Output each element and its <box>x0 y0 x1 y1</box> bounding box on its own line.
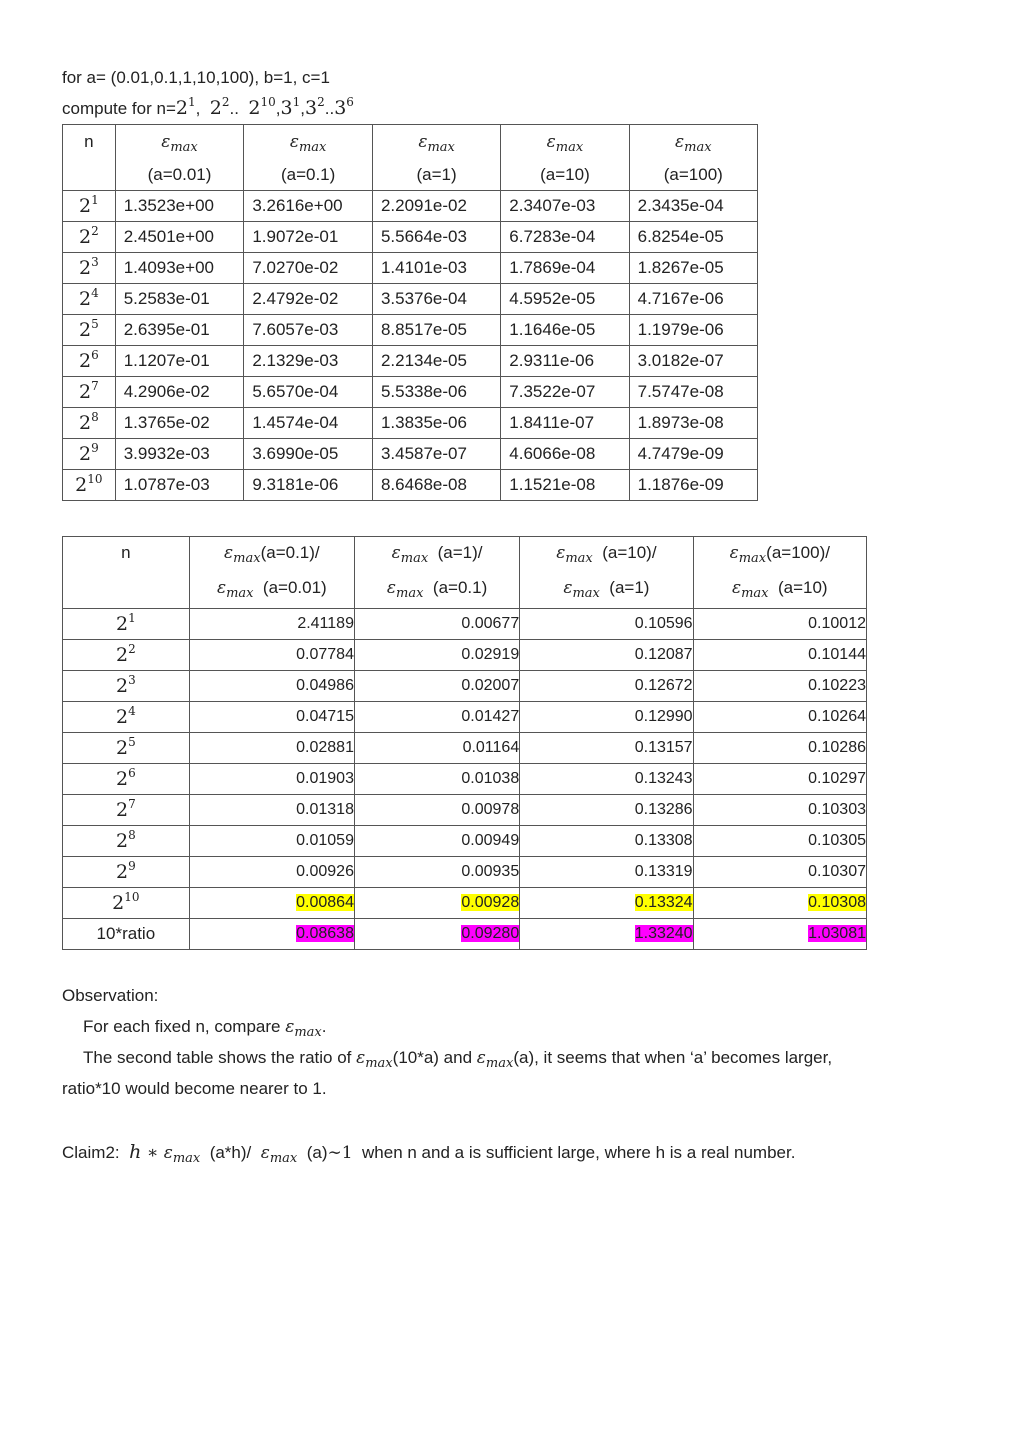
column-header: $\varepsilon_{max}$ (a=1)/ $\varepsilon_{max}$ (a=0.1) <box>354 537 519 609</box>
ratio-value: 0.13324 <box>634 894 693 911</box>
value-cell: 1.4101e-03 <box>372 253 500 284</box>
ratio-cell <box>693 671 866 702</box>
n-cell <box>63 857 190 888</box>
column-header <box>372 125 500 191</box>
table-header-row <box>63 537 867 609</box>
epsilon-max-symbol: $\varepsilon_{max}$ <box>729 543 767 566</box>
epsilon-max-symbol: $\varepsilon_{max}$ <box>556 543 593 566</box>
claim-line <box>62 1141 795 1166</box>
value-cell: 1.1646e-05 <box>501 315 629 346</box>
value-cell: 1.1979e-06 <box>629 315 757 346</box>
ratio-cell <box>354 919 519 950</box>
ratio-value: 0.02919 <box>461 646 520 663</box>
table-row <box>63 377 758 408</box>
n-value: $2^4$ <box>78 286 99 310</box>
n-value: $2^3$ <box>115 673 136 697</box>
epsilon-max-symbol: $\varepsilon_{max}$ <box>356 1048 393 1071</box>
ratio-cell <box>693 888 866 919</box>
n-value: $2^3$ <box>78 255 99 279</box>
column-header-label: (a=1) <box>416 165 457 184</box>
ratio-cell <box>189 764 354 795</box>
table-row <box>63 222 758 253</box>
table-row <box>63 408 758 439</box>
table-header-row <box>63 125 758 191</box>
n-cell <box>63 640 190 671</box>
table-row <box>63 764 867 795</box>
epsilon-max-symbol: $\varepsilon_{max}$ <box>563 578 600 601</box>
ratio-cell <box>189 640 354 671</box>
table-row <box>63 315 758 346</box>
value-cell: 2.2091e-02 <box>372 191 500 222</box>
separator: , <box>195 99 210 118</box>
ratio-value: 0.00928 <box>461 894 520 911</box>
value-cell: 4.2906e-02 <box>115 377 244 408</box>
ratio-cell <box>520 857 693 888</box>
ratio-value: 0.02881 <box>296 739 354 756</box>
value-cell: 1.1207e-01 <box>115 346 244 377</box>
table-row <box>63 470 758 501</box>
observation-text: . <box>321 1017 327 1036</box>
ratio-cell <box>520 888 693 919</box>
ratio-value: 0.12672 <box>634 677 693 694</box>
observation-text: The second table shows the ratio of <box>83 1048 357 1067</box>
n-cell <box>63 609 190 640</box>
ratio-cell <box>693 733 866 764</box>
ratio-cell <box>354 857 519 888</box>
ratio-value: 1.33240 <box>634 925 693 942</box>
ratio-cell <box>354 609 519 640</box>
value-cell: 3.9932e-03 <box>115 439 244 470</box>
n-value: $3^1$ <box>280 95 301 119</box>
ratio-value: 0.10308 <box>808 894 866 911</box>
column-header-n: n <box>63 537 190 609</box>
n-value: $2^8$ <box>115 828 136 852</box>
ratio-table <box>62 536 867 950</box>
n-value: $2^2$ <box>78 224 99 248</box>
value-cell: 8.8517e-05 <box>372 315 500 346</box>
value-cell: 1.9072e-01 <box>244 222 373 253</box>
column-header: $\varepsilon_{max}(a=0.1)/$ $\varepsilon_{max}$ (a=0.01) <box>189 537 354 609</box>
epsilon-max-symbol: $\varepsilon_{max}$ <box>386 578 424 601</box>
value-cell: 2.1329e-03 <box>244 346 373 377</box>
claim-label: Claim2: <box>62 1143 130 1162</box>
value-cell: 7.6057e-03 <box>244 315 373 346</box>
n-value: $2^{10}$ <box>248 95 276 119</box>
n-value: $2^2$ <box>209 95 230 119</box>
ratio-value: 0.13319 <box>634 863 693 880</box>
table-row <box>63 888 867 919</box>
epsilon-max-symbol: $\varepsilon_{max}$ <box>418 132 455 155</box>
ratio-cell <box>520 919 693 950</box>
ratio-value: 0.10012 <box>808 615 866 632</box>
ratio-value: 0.01903 <box>296 770 354 787</box>
ratio-cell <box>189 857 354 888</box>
ratio-value: 0.01059 <box>296 832 354 849</box>
epsilon-max-symbol: $\varepsilon_{max}$ <box>216 578 254 601</box>
n-value: $2^4$ <box>115 704 136 728</box>
column-header: $\varepsilon_{max}$ (a=10)/ $\varepsilon_{max}$ (a=1) <box>520 537 693 609</box>
ratio-value: 0.00864 <box>296 894 354 911</box>
value-cell: 1.0787e-03 <box>115 470 244 501</box>
table-row <box>63 284 758 315</box>
n-value: $3^6$ <box>334 95 354 119</box>
ratio-cell <box>693 609 866 640</box>
column-header-label: (a=10) <box>540 165 590 184</box>
ratio-cell <box>354 733 519 764</box>
epsilon-max-symbol: $\varepsilon_{max}$ <box>391 543 429 566</box>
column-header-label: (a=100) <box>663 165 723 184</box>
n-cell <box>63 764 190 795</box>
observation-line-1 <box>83 1017 327 1040</box>
value-cell: 1.3835e-06 <box>372 408 500 439</box>
n-value: $2^5$ <box>115 735 136 759</box>
value-cell: 1.4574e-04 <box>244 408 373 439</box>
ratio-cell <box>354 795 519 826</box>
claim-text: when n and a is sufficient large, where h is a real number. <box>352 1143 796 1162</box>
n-cell <box>63 346 116 377</box>
value-cell: 6.8254e-05 <box>629 222 757 253</box>
value-cell: 4.6066e-08 <box>501 439 629 470</box>
column-header <box>629 125 757 191</box>
ratio-value: 0.13157 <box>634 739 693 756</box>
ratio-value: 0.12990 <box>634 708 693 725</box>
ratio-value: 0.10297 <box>808 770 866 787</box>
ratio-value: 0.10264 <box>808 708 866 725</box>
value-cell: 2.3435e-04 <box>629 191 757 222</box>
n-value: $2^5$ <box>78 317 99 341</box>
table-row <box>63 439 758 470</box>
value-cell: 2.4501e+00 <box>115 222 244 253</box>
n-value: $2^8$ <box>78 410 99 434</box>
value-cell: 3.4587e-07 <box>372 439 500 470</box>
ratio-value: 1.03081 <box>808 925 866 942</box>
n-value: $2^7$ <box>115 797 136 821</box>
value-cell: 2.4792e-02 <box>244 284 373 315</box>
separator: , <box>275 99 281 118</box>
epsilon-max-symbol: $\varepsilon_{max}$ <box>546 132 584 155</box>
n-cell <box>63 826 190 857</box>
ratio-cell <box>520 640 693 671</box>
epsilon-max-symbol: $\varepsilon_{max}$ <box>161 132 198 155</box>
n-cell <box>63 470 116 501</box>
epsilon-max-symbol: $\varepsilon_{max}$ <box>289 132 327 155</box>
n-value: $2^2$ <box>115 642 136 666</box>
epsilon-max-symbol: $\varepsilon_{max}$ <box>224 543 261 566</box>
n-cell <box>63 284 116 315</box>
value-cell: 6.7283e-04 <box>501 222 629 253</box>
ratio-value: 0.09280 <box>461 925 520 942</box>
n-cell <box>63 795 190 826</box>
value-cell: 4.7479e-09 <box>629 439 757 470</box>
n-cell <box>63 733 190 764</box>
separator: .. <box>324 99 335 118</box>
table-row <box>63 609 867 640</box>
value-cell: 7.3522e-07 <box>501 377 629 408</box>
table-row <box>63 253 758 284</box>
ratio-value: 0.10596 <box>634 615 693 632</box>
epsilon-max-symbol: $\varepsilon_{max}$ <box>285 1017 322 1040</box>
ratio-cell <box>693 640 866 671</box>
epsilon-max-symbol: $\varepsilon_{max}$ <box>163 1143 201 1166</box>
ratio-cell <box>693 826 866 857</box>
value-cell: 2.6395e-01 <box>115 315 244 346</box>
value-cell: 2.2134e-05 <box>372 346 500 377</box>
epsilon-max-symbol: $\varepsilon_{max}$ <box>675 132 712 155</box>
epsilon-max-symbol: $\varepsilon_{max}$ <box>476 1048 514 1071</box>
ratio-cell <box>354 640 519 671</box>
intro-line-1: for a= (0.01,0.1,1,10,100), b=1, c=1 <box>62 68 330 87</box>
ratio-value: 0.01164 <box>462 739 520 756</box>
ratio-value: 0.01427 <box>461 708 520 725</box>
ratio-cell <box>189 733 354 764</box>
n-cell <box>63 315 116 346</box>
ratio-cell <box>520 702 693 733</box>
value-cell: 1.8973e-08 <box>629 408 757 439</box>
observation-line-2 <box>83 1048 832 1071</box>
ratio-value: 0.02007 <box>461 677 520 694</box>
intro-line-2-prefix: compute for n= <box>62 99 176 118</box>
ratio-cell <box>520 733 693 764</box>
table-row <box>63 191 758 222</box>
ratio-value: 0.00926 <box>296 863 354 880</box>
column-header-label: (a=0.01) <box>147 165 212 184</box>
ratio-cell <box>693 795 866 826</box>
ratio-value: 0.01318 <box>296 801 354 818</box>
ratio-cell <box>189 609 354 640</box>
ratio-cell <box>354 888 519 919</box>
ratio-value: 0.01038 <box>461 770 520 787</box>
ratio-cell <box>520 764 693 795</box>
value-cell: 1.3523e+00 <box>115 191 244 222</box>
ratio-value: 0.07784 <box>296 646 354 663</box>
column-header: $\varepsilon_{max}(a=100)/$ $\varepsilon_{max}$ (a=10) <box>693 537 866 609</box>
n-cell <box>63 671 190 702</box>
value-cell: 2.9311e-06 <box>501 346 629 377</box>
n-cell <box>63 377 116 408</box>
ratio-value: 0.04986 <box>296 677 354 694</box>
epsilon-max-table <box>62 124 758 501</box>
ratio-cell <box>693 702 866 733</box>
ratio-value: 0.10223 <box>808 677 866 694</box>
n-value: $2^9$ <box>78 441 99 465</box>
ratio-cell <box>354 702 519 733</box>
ratio-cell <box>520 609 693 640</box>
value-cell: 1.8411e-07 <box>501 408 629 439</box>
n-cell <box>63 888 190 919</box>
n-value: $3^2$ <box>305 95 325 119</box>
value-cell: 1.1876e-09 <box>629 470 757 501</box>
column-header <box>244 125 373 191</box>
ratio-value: 0.10144 <box>808 646 866 663</box>
ratio-cell <box>189 702 354 733</box>
ratio-cell <box>189 888 354 919</box>
observation-text: (a), it seems that when ‘a’ becomes larger, <box>513 1048 833 1067</box>
ratio-value: 0.00677 <box>461 615 520 632</box>
ratio-cell <box>189 919 354 950</box>
ratio-row-label: 10*ratio <box>96 924 156 943</box>
column-header <box>501 125 629 191</box>
claim-h: h <box>129 1141 142 1163</box>
ratio-value: 0.10286 <box>808 739 866 756</box>
value-cell: 5.5664e-03 <box>372 222 500 253</box>
n-value: $2^6$ <box>115 766 136 790</box>
claim-text: (a*h)/ <box>200 1143 261 1162</box>
table-row <box>63 919 867 950</box>
value-cell: 1.4093e+00 <box>115 253 244 284</box>
ratio-cell <box>693 919 866 950</box>
value-cell: 4.7167e-06 <box>629 284 757 315</box>
ratio-cell <box>189 795 354 826</box>
value-cell: 3.2616e+00 <box>244 191 373 222</box>
n-value: $2^9$ <box>115 859 136 883</box>
n-cell <box>63 253 116 284</box>
claim-text: (a) <box>297 1143 328 1162</box>
value-cell: 8.6468e-08 <box>372 470 500 501</box>
value-cell: 7.5747e-08 <box>629 377 757 408</box>
epsilon-max-symbol: $\varepsilon_{max}$ <box>260 1143 298 1166</box>
separator: .. <box>229 99 249 118</box>
ratio-cell <box>354 826 519 857</box>
value-cell: 9.3181e-06 <box>244 470 373 501</box>
value-cell: 2.3407e-03 <box>501 191 629 222</box>
observation-heading: Observation: <box>62 986 159 1005</box>
ratio-cell <box>189 671 354 702</box>
intro-line-2 <box>62 97 354 119</box>
observation-text: (10*a) and <box>392 1048 477 1067</box>
n-value: $2^1$ <box>78 193 99 217</box>
ratio-value: 0.00949 <box>461 832 520 849</box>
ratio-value: 0.10305 <box>808 832 866 849</box>
table-row <box>63 826 867 857</box>
ratio-cell <box>520 795 693 826</box>
observation-line-3: ratio*10 would become nearer to 1. <box>62 1079 327 1098</box>
ratio-value: 0.13308 <box>634 832 693 849</box>
ratio-value: 0.13243 <box>634 770 693 787</box>
value-cell: 5.6570e-04 <box>244 377 373 408</box>
table-row <box>63 640 867 671</box>
value-cell: 5.2583e-01 <box>115 284 244 315</box>
value-cell: 1.7869e-04 <box>501 253 629 284</box>
value-cell: 5.5338e-06 <box>372 377 500 408</box>
column-header-label: (a=0.1) <box>280 165 336 184</box>
ratio-value: 0.13286 <box>634 801 693 818</box>
n-value: $2^{10}$ <box>112 890 140 914</box>
separator: , <box>300 99 305 118</box>
ratio-value: 0.04715 <box>296 708 354 725</box>
table-row <box>63 857 867 888</box>
value-cell: 1.3765e-02 <box>115 408 244 439</box>
n-cell <box>63 702 190 733</box>
ratio-cell <box>693 764 866 795</box>
n-cell <box>63 408 116 439</box>
epsilon-max-symbol: $\varepsilon_{max}$ <box>731 578 769 601</box>
claim-approx: ∼1 <box>327 1143 353 1163</box>
value-cell: 1.1521e-08 <box>501 470 629 501</box>
table-row <box>63 702 867 733</box>
column-header-n: n <box>63 125 116 191</box>
value-cell: 3.6990e-05 <box>244 439 373 470</box>
claim-operator: ∗ <box>141 1143 164 1163</box>
value-cell: 4.5952e-05 <box>501 284 629 315</box>
ratio-value: 2.41189 <box>297 615 354 632</box>
ratio-cell <box>354 764 519 795</box>
value-cell: 1.8267e-05 <box>629 253 757 284</box>
n-value: $2^1$ <box>115 611 136 635</box>
n-value: $2^6$ <box>78 348 99 372</box>
table-row <box>63 733 867 764</box>
n-cell <box>63 191 116 222</box>
ratio-value: 0.00978 <box>461 801 520 818</box>
n-value: $2^7$ <box>78 379 99 403</box>
n-value: $2^1$ <box>175 95 196 119</box>
ratio-value: 0.08638 <box>296 925 354 942</box>
n-cell <box>63 919 190 950</box>
table-row <box>63 795 867 826</box>
n-cell <box>63 222 116 253</box>
value-cell: 7.0270e-02 <box>244 253 373 284</box>
table-row <box>63 671 867 702</box>
observation-text: For each fixed n, compare <box>83 1017 286 1036</box>
value-cell: 3.0182e-07 <box>629 346 757 377</box>
column-header <box>115 125 244 191</box>
table-row <box>63 346 758 377</box>
ratio-cell <box>189 826 354 857</box>
ratio-value: 0.00935 <box>461 863 520 880</box>
n-values-list <box>175 95 354 119</box>
ratio-value: 0.12087 <box>634 646 693 663</box>
ratio-value: 0.10307 <box>808 863 866 880</box>
ratio-cell <box>520 826 693 857</box>
ratio-cell <box>520 671 693 702</box>
ratio-value: 0.10303 <box>808 801 866 818</box>
ratio-cell <box>693 857 866 888</box>
ratio-cell <box>354 671 519 702</box>
n-cell <box>63 439 116 470</box>
value-cell: 3.5376e-04 <box>372 284 500 315</box>
n-value: $2^{10}$ <box>75 472 103 496</box>
